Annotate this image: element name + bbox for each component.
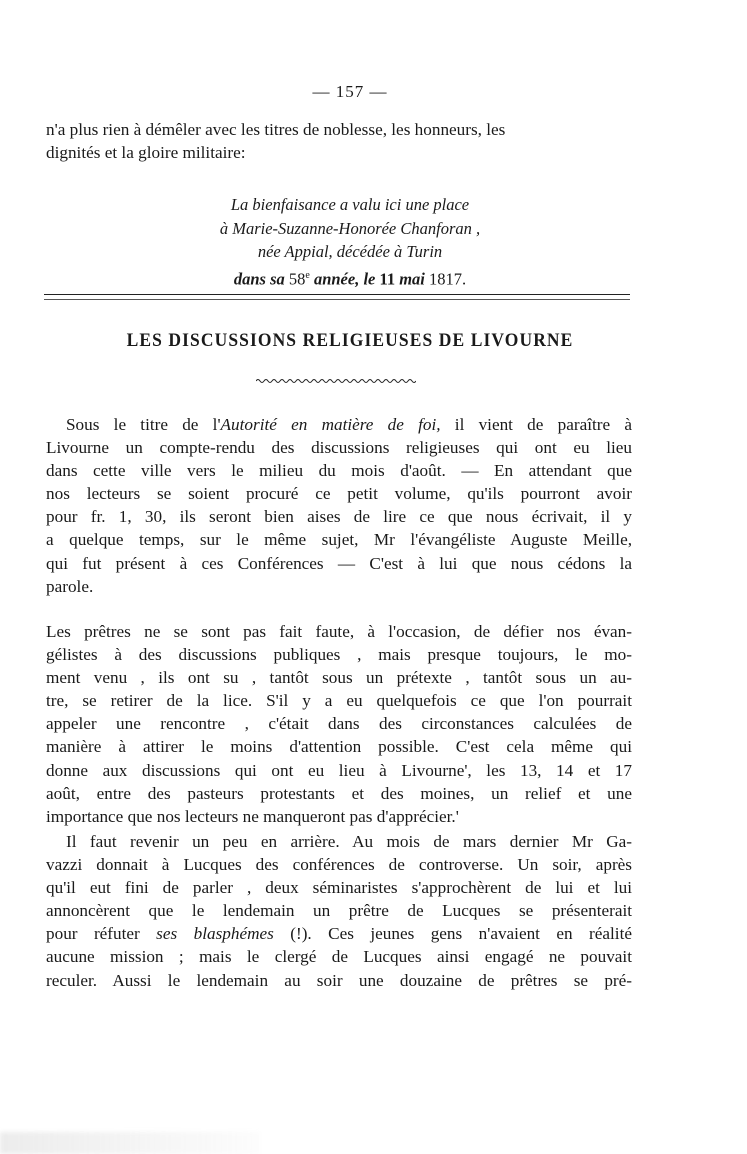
double-rule-separator (44, 294, 630, 300)
epitaph-inscription (150, 193, 550, 291)
text-line: pour fr. 1, 30, ils seront bien aises de lire ce que nous écrivait, il y (46, 507, 632, 527)
text-line: manière à attirer le moins d'attention possible. C'est cela même qui (46, 737, 632, 757)
text-line: gélistes à des discussions publiques , mais presque toujours, le mo- (46, 645, 632, 665)
scan-smudge (0, 1132, 260, 1154)
epitaph-line: dans sa 58e année, le 11 mai 1817. (233, 269, 467, 288)
text-line: dans cette ville vers le milieu du mois d'août. — En attendant que (46, 461, 632, 481)
text-line: reculer. Aussi le lendemain au soir une douzaine de prêtres se pré- (46, 970, 632, 990)
text-line: ment venu , ils ont su , tantôt sous un prétexte , tantôt sous un au- (46, 668, 632, 688)
text-line: nos lecteurs se soient procuré ce petit volume, qu'ils pourront avoir (46, 484, 632, 504)
text-line: Sous le titre de l'Autorité en matière de foi, il vient de paraître à (66, 415, 632, 434)
text-line: a quelque temps, sur le même sujet, Mr l'évangéliste Auguste Meille, (46, 530, 632, 550)
text-line: tre, se retirer de la lice. S'il y a eu quelquefois ce que l'on pourrait (46, 691, 632, 711)
text-line: qui fut présent à ces Conférences — C'est à lui que nous cédons la (46, 553, 632, 573)
text-line: annoncèrent que le lendemain un prêtre de Lucques se présenterait (46, 901, 632, 921)
text-line: Livourne un compte-rendu des discussions religieuses qui ont eu lieu (46, 438, 632, 458)
text-line: qu'il eut fini de parler , deux séminaristes s'approchèrent de lui et lui (46, 878, 632, 898)
text-line: aucune mission ; mais le clergé de Lucques ainsi engagé ne pouvait (46, 947, 632, 967)
article-paragraph-2 (46, 620, 632, 828)
text-line: importance que nos lecteurs ne manqueront pas d'apprécier.' (46, 806, 459, 826)
epitaph-line: née Appial, décédée à Turin (257, 242, 443, 261)
intro-paragraph (46, 118, 632, 165)
text-line: pour réfuter ses blasphémes (!). Ces jeunes gens n'avaient en réalité (46, 924, 632, 944)
text-line: appeler une rencontre , c'était dans des circonstances calculées de (46, 714, 632, 734)
intro-line: dignités et la gloire militaire: (46, 143, 246, 163)
article-title: LES DISCUSSIONS RELIGIEUSES DE LIVOURNE (126, 330, 574, 351)
text-line: Les prêtres ne se sont pas fait faute, à l'occasion, de défier nos évan- (46, 622, 632, 641)
article-paragraph-1 (46, 413, 632, 598)
text-line: août, entre des pasteurs protestants et des moines, un relief et une (46, 783, 632, 803)
text-line: parole. (46, 576, 94, 596)
page-number: — 157 — (312, 82, 388, 101)
wavy-ornament-icon (256, 378, 416, 384)
intro-line: n'a plus rien à démêler avec les titres de noblesse, les honneurs, les (46, 120, 506, 139)
text-line: Il faut revenir un peu en arrière. Au mois de mars dernier Mr Ga- (66, 832, 632, 851)
text-line: vazzi donnait à Lucques des conférences de controverse. Un soir, après (46, 855, 632, 875)
text-line: donne aux discussions qui ont eu lieu à Livourne', les 13, 14 et 17 (46, 760, 632, 780)
article-paragraph-3 (46, 830, 632, 992)
epitaph-line: La bienfaisance a valu ici une place (230, 195, 470, 214)
epitaph-line: à Marie-Suzanne-Honorée Chanforan , (219, 218, 481, 238)
